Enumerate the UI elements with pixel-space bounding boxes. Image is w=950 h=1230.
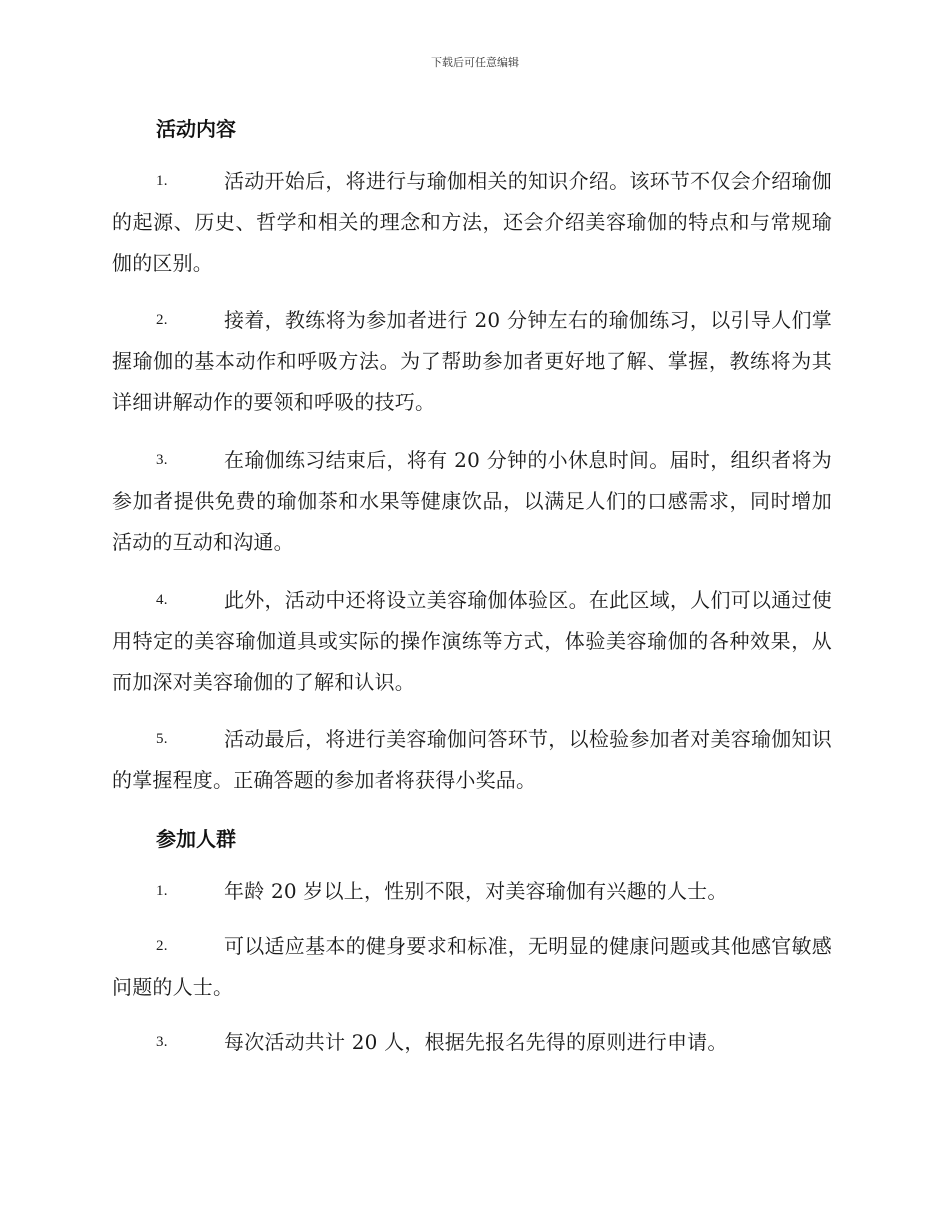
item-number: 2. <box>156 312 168 328</box>
item-text: 在瑜伽练习结束后，将有 20 分钟的小休息时间。届时，组织者将为参加者提供免费的瑜伽茶和水果等健康饮品，以满足人们的口感需求，同时增加活动的互动和沟通。 <box>112 448 832 554</box>
header-note: 下载后可任意编辑 <box>431 56 519 69</box>
item-number: 3. <box>156 452 168 468</box>
list-item <box>112 871 832 912</box>
list-item <box>112 161 832 284</box>
item-text: 年龄 20 岁以上，性别不限，对美容瑜伽有兴趣的人士。 <box>224 879 728 903</box>
list-item <box>112 440 832 563</box>
list-item <box>112 719 832 801</box>
item-number: 1. <box>156 883 168 899</box>
item-text: 活动开始后，将进行与瑜伽相关的知识介绍。该环节不仅会介绍瑜伽的起源、历史、哲学和相关的理念和方法，还会介绍美容瑜伽的特点和与常规瑜伽的区别。 <box>112 169 832 275</box>
item-text: 此外，活动中还将设立美容瑜伽体验区。在此区域，人们可以通过使用特定的美容瑜伽道具或实际的操作演练等方式，体验美容瑜伽的各种效果，从而加深对美容瑜伽的了解和认识。 <box>112 588 832 694</box>
list-item <box>112 1022 832 1063</box>
list-item <box>112 926 832 1008</box>
item-text: 接着，教练将为参加者进行 20 分钟左右的瑜伽练习，以引导人们掌握瑜伽的基本动作和呼吸方法。为了帮助参加者更好地了解、掌握，教练将为其详细讲解动作的要领和呼吸的技巧。 <box>112 308 832 414</box>
section-title-participants: 参加人群 <box>156 827 236 851</box>
item-text: 活动最后，将进行美容瑜伽问答环节，以检验参加者对美容瑜伽知识的掌握程度。正确答题的参加者将获得小奖品。 <box>112 727 832 792</box>
list-item <box>112 580 832 703</box>
item-number: 2. <box>156 938 168 954</box>
item-text: 可以适应基本的健身要求和标准，无明显的健康问题或其他感官敏感问题的人士。 <box>112 934 832 999</box>
item-number: 3. <box>156 1034 168 1050</box>
section-title-activity-content: 活动内容 <box>156 117 236 141</box>
list-item <box>112 300 832 423</box>
item-number: 5. <box>156 731 168 747</box>
item-number: 4. <box>156 592 168 608</box>
item-text: 每次活动共计 20 人，根据先报名先得的原则进行申请。 <box>224 1030 728 1054</box>
item-number: 1. <box>156 173 168 189</box>
